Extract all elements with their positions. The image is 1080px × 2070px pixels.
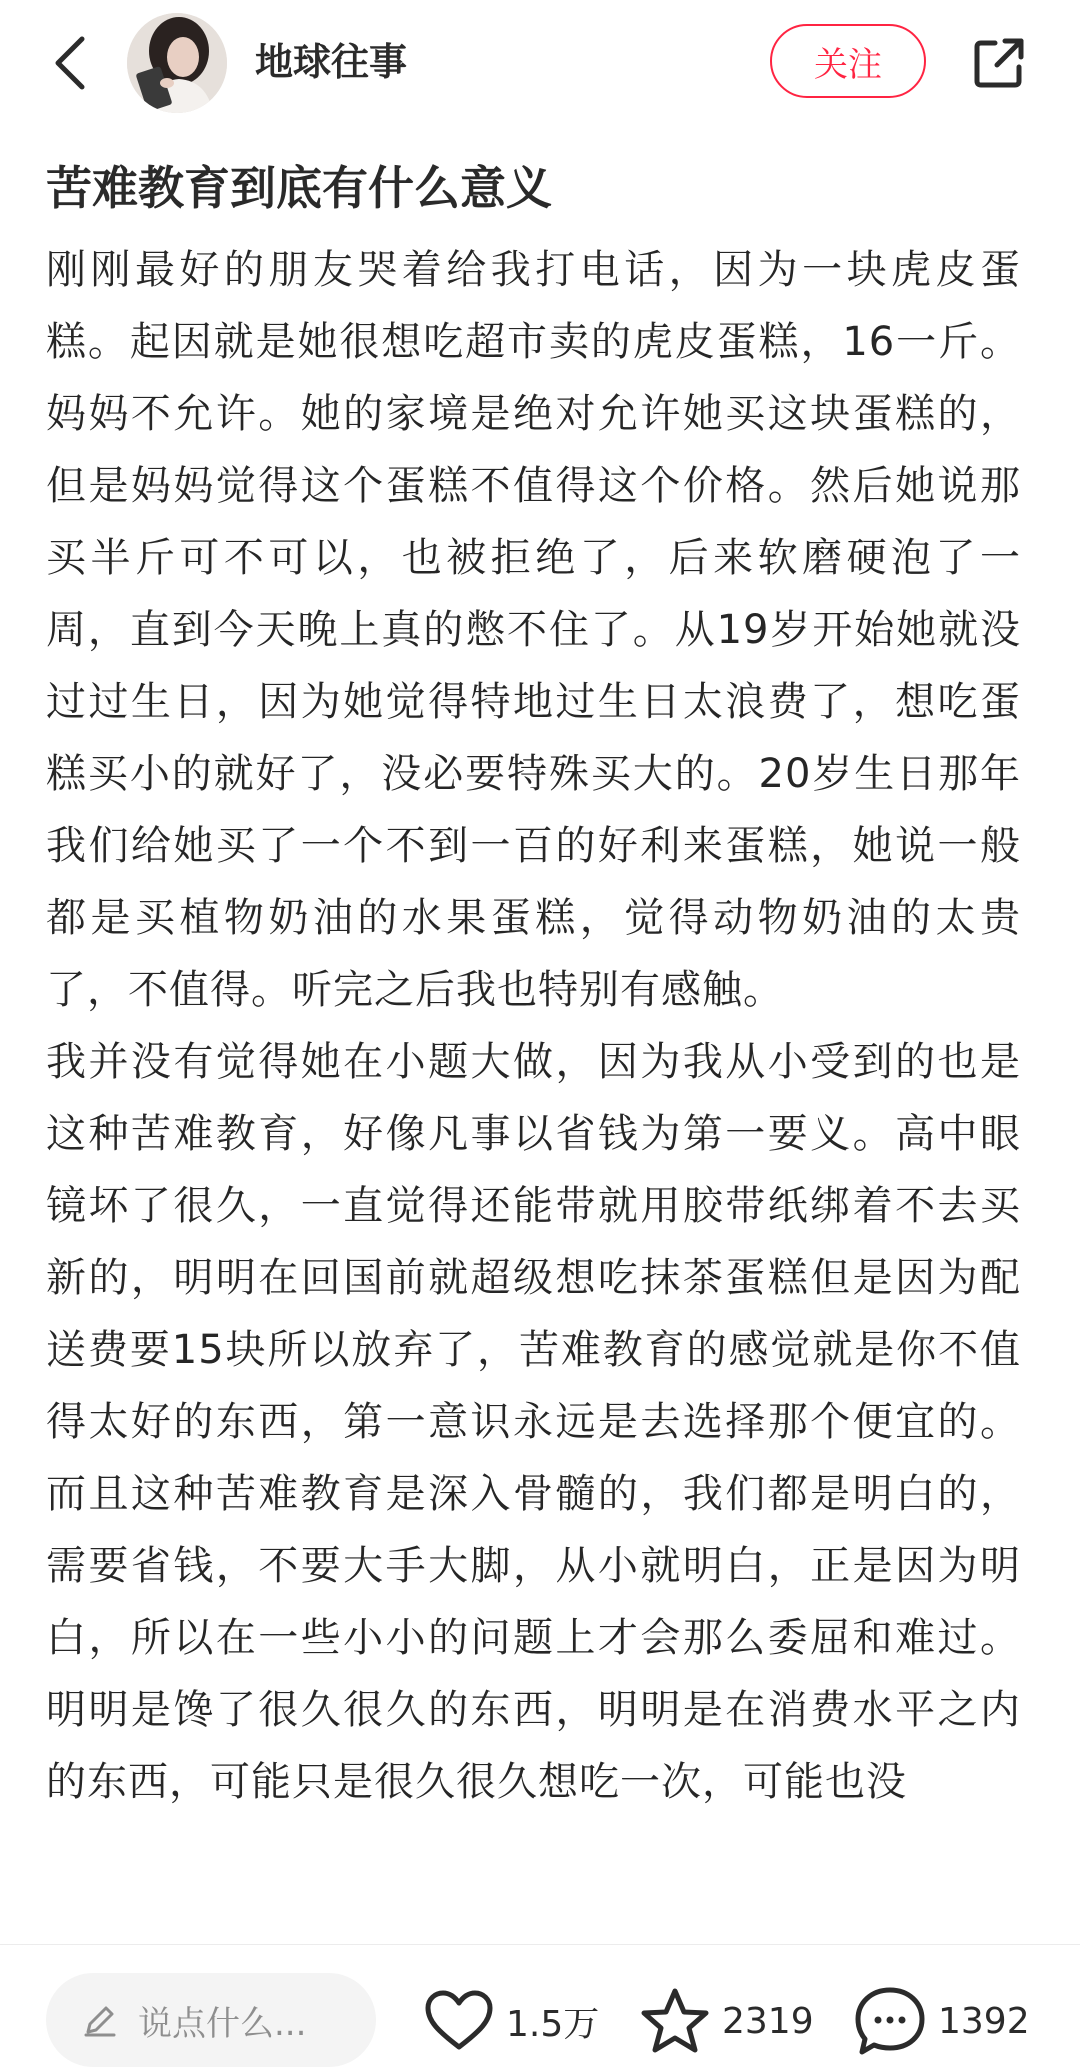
chat-bubble-icon [854, 1986, 926, 2056]
bottom-bar [0, 1945, 1080, 2070]
share-icon [971, 35, 1027, 91]
author-name[interactable]: 地球往事 [255, 40, 408, 84]
avatar-image [127, 13, 227, 113]
top-bar [0, 0, 1080, 128]
like-count: 1.5万 [506, 2003, 600, 2045]
post-content [46, 150, 1021, 1818]
comment-button[interactable] [854, 1981, 1030, 2061]
post-paragraph: 刚刚最好的朋友哭着给我打电话，因为一块虎皮蛋糕。起因就是她很想吃超市卖的虎皮蛋糕，16一斤。妈妈不允许。她的家境是绝对允许她买这块蛋糕的，但是妈妈觉得这个蛋糕不值得这个价格。然后她说那买半斤可不可以，也被拒绝了，后来软磨硬泡了一周，直到今天晚上真的憋不住了。从19岁开始她就没过过生日，因为她觉得特地过生日太浪费了，想吃蛋糕买小的就好了，没必要特殊买大的。20岁生日那年我们给她买了一个不到一百的好利来蛋糕，她说一般都是买植物奶油的水果蛋糕，觉得动物奶油的太贵了，不值得。听完之后我也特别有感触。 [46, 247, 1021, 1013]
star-icon [640, 1987, 710, 2055]
post-paragraph: 我并没有觉得她在小题大做，因为我从小受到的也是这种苦难教育，好像凡事以省钱为第一要义。高中眼镜坏了很久，一直觉得还能带就用胶带纸绑着不去买新的，明明在回国前就超级想吃抹茶蛋糕但是因为配送费要15块所以放弃了，苦难教育的感觉就是你不值得太好的东西，第一意识永远是去选择那个便宜的。而且这种苦难教育是深入骨髓的，我们都是明白的，需要省钱，不要大手大脚，从小就明白，正是因为明白，所以在一些小小的问题上才会那么委屈和难过。明明是馋了很久很久的东西，明明是在消费水平之内的东西，可能只是很久很久想吃一次，可能也没 [46, 1039, 1021, 1805]
pencil-icon [80, 2000, 120, 2040]
like-button[interactable] [424, 1981, 599, 2061]
share-button[interactable] [964, 28, 1034, 98]
back-button[interactable] [40, 28, 100, 98]
follow-button[interactable]: 关注 [770, 24, 926, 98]
favorite-button[interactable] [640, 1981, 814, 2061]
heart-icon [424, 1989, 494, 2053]
comment-placeholder: 说点什么... [138, 2003, 307, 2044]
chevron-left-icon [50, 33, 90, 93]
comment-input[interactable] [46, 1973, 376, 2067]
favorite-count: 2319 [722, 2000, 814, 2042]
avatar[interactable] [127, 13, 227, 113]
comment-count: 1392 [938, 2000, 1030, 2042]
post-title: 苦难教育到底有什么意义 [46, 161, 552, 215]
